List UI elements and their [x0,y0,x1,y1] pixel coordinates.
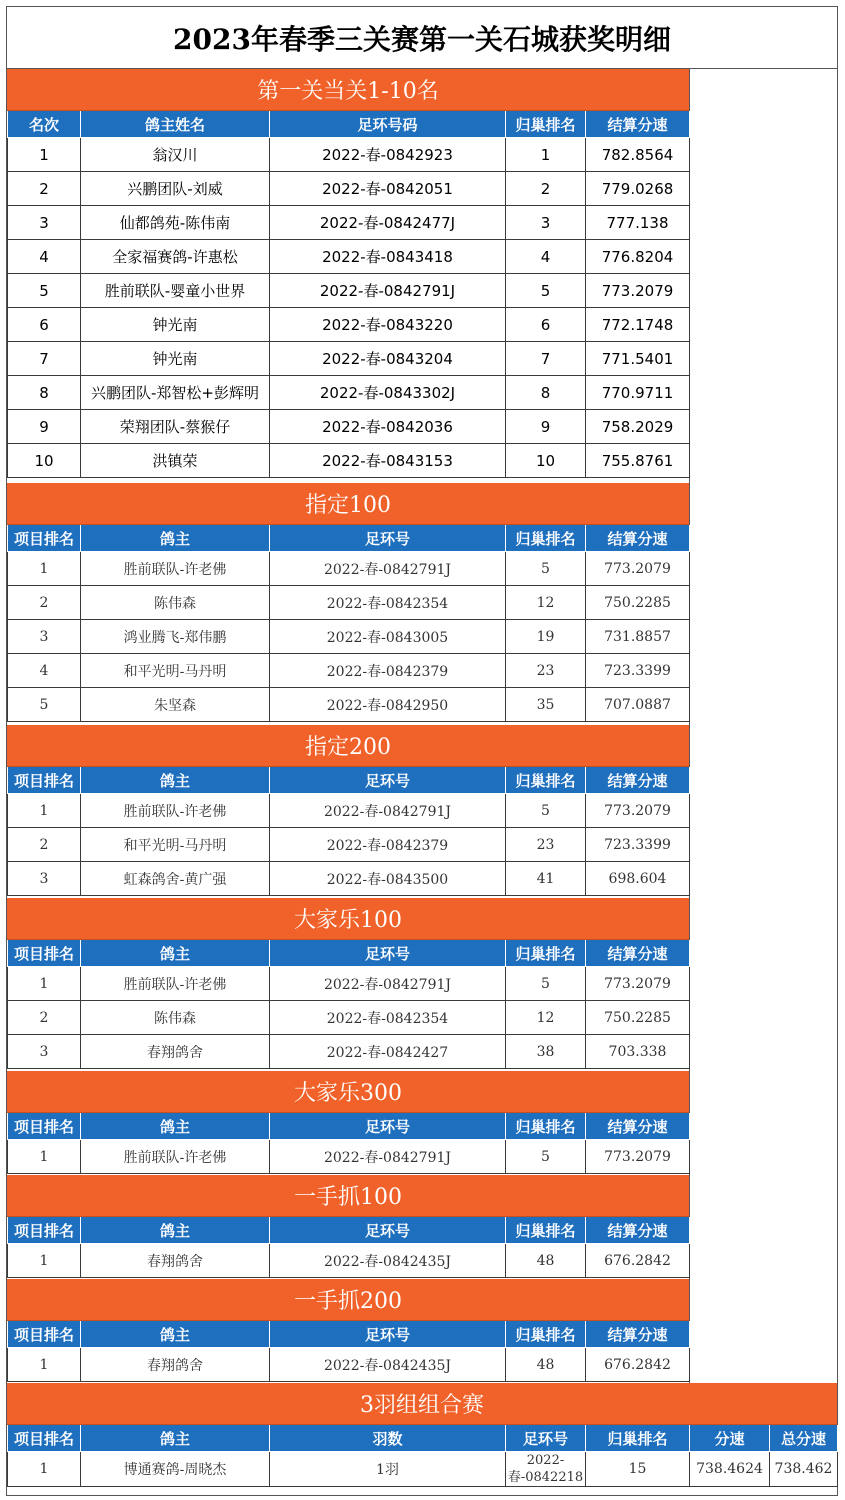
section-3-bird-combo [7,1383,837,1487]
table-row [8,552,690,586]
table-row [8,1452,838,1487]
homing-rank-cell: 35 [506,688,586,722]
homing-rank-cell: 8 [506,376,586,410]
speed-cell: 723.3399 [586,828,690,862]
table-row [8,274,690,308]
owner-cell: 胜前联队-许老佛 [81,967,270,1001]
column-header: 鸽主 [81,1217,270,1244]
section-heading: 一手抓200 [7,1279,689,1321]
rank-cell: 1 [8,138,81,172]
speed-cell: 676.2842 [586,1244,690,1278]
column-header: 总分速 [770,1425,838,1452]
column-header: 鸽主 [81,1425,270,1452]
ring-number-cell: 2022-春-0842427 [270,1035,506,1069]
rank-cell: 3 [8,206,81,240]
column-header: 项目排名 [8,767,81,794]
column-header: 足环号 [506,1425,586,1452]
table-row [8,240,690,274]
speed-cell: 707.0887 [586,688,690,722]
results-table [7,525,690,722]
section-heading: 指定100 [7,483,689,525]
ring-number-cell: 2022-春-0843005 [270,620,506,654]
table-row [8,410,690,444]
table-row [8,444,690,478]
column-header: 归巢排名 [586,1425,690,1452]
owner-cell: 春翔鸽舍 [81,1035,270,1069]
ring-number-cell: 2022-春-0843418 [270,240,506,274]
rank-cell: 6 [8,308,81,342]
table-header [8,525,690,552]
column-header: 鸽主姓名 [81,111,270,138]
homing-rank-cell: 23 [506,828,586,862]
table-row [8,1001,690,1035]
column-header: 结算分速 [586,1217,690,1244]
table-row [8,138,690,172]
owner-cell: 仙都鸽苑-陈伟南 [81,206,270,240]
table-row [8,308,690,342]
homing-rank-cell: 12 [506,586,586,620]
column-header: 归巢排名 [506,525,586,552]
rank-cell: 10 [8,444,81,478]
owner-cell: 全家福赛鸽-许惠松 [81,240,270,274]
rank-cell: 5 [8,274,81,308]
ring-number-cell: 2022-春-0842791J [270,794,506,828]
owner-cell: 春翔鸽舍 [81,1244,270,1278]
ring-number-cell: 2022-春-0842791J [270,967,506,1001]
column-header: 项目排名 [8,1425,81,1452]
owner-cell: 春翔鸽舍 [81,1348,270,1382]
ring-number-cell: 2022-春-0842791J [270,552,506,586]
column-header: 结算分速 [586,1321,690,1348]
homing-rank-cell: 9 [506,410,586,444]
column-header: 足环号 [270,940,506,967]
homing-rank-cell: 12 [506,1001,586,1035]
rank-cell: 1 [8,1452,81,1487]
owner-cell: 胜前联队-婴童小世界 [81,274,270,308]
ring-number-cell: 2022-春-0842379 [270,828,506,862]
column-header: 归巢排名 [506,1321,586,1348]
table-row [8,862,690,896]
column-header: 鸽主 [81,1113,270,1140]
rank-cell: 1 [8,967,81,1001]
table-row [8,828,690,862]
homing-rank-cell: 1 [506,138,586,172]
section-designated-200 [7,725,689,896]
column-header: 名次 [8,111,81,138]
results-table [7,1321,690,1382]
homing-rank-cell: 23 [506,654,586,688]
owner-cell: 荣翔团队-蔡猴仔 [81,410,270,444]
owner-cell: 翁汉川 [81,138,270,172]
owner-cell: 朱坚森 [81,688,270,722]
owner-cell: 虹森鸽舍-黄广强 [81,862,270,896]
ring-number-cell: 2022-春-0843500 [270,862,506,896]
column-header: 结算分速 [586,525,690,552]
results-table [7,1113,690,1174]
column-header: 分速 [690,1425,770,1452]
speed-cell: 782.8564 [586,138,690,172]
rank-cell: 5 [8,688,81,722]
table-row [8,172,690,206]
column-header: 足环号 [270,1321,506,1348]
rank-cell: 3 [8,862,81,896]
owner-cell: 博通赛鸽-周晓杰 [81,1452,270,1487]
owner-cell: 胜前联队-许老佛 [81,1140,270,1174]
results-table [7,1425,838,1487]
total-speed-cell: 738.462 [770,1452,838,1487]
speed-cell: 723.3399 [586,654,690,688]
ring-number-cell: 2022-春-0842051 [270,172,506,206]
rank-cell: 8 [8,376,81,410]
speed-cell: 773.2079 [586,794,690,828]
table-row [8,688,690,722]
ring-number-cell: 2022-春-0843302J [270,376,506,410]
ring-number-cell: 2022-春-0843204 [270,342,506,376]
ring-number-cell: 2022-春-0842036 [270,410,506,444]
homing-rank-cell: 3 [506,206,586,240]
owner-cell: 和平光明-马丹明 [81,828,270,862]
table-row [8,342,690,376]
rank-cell: 2 [8,586,81,620]
rank-cell: 3 [8,1035,81,1069]
rank-cell: 4 [8,240,81,274]
column-header: 项目排名 [8,1321,81,1348]
section-dajiale-300 [7,1071,689,1174]
ring-number-cell: 2022-春-0842218 [506,1452,586,1487]
column-header: 鸽主 [81,1321,270,1348]
rank-cell: 7 [8,342,81,376]
owner-cell: 胜前联队-许老佛 [81,552,270,586]
speed-cell: 770.9711 [586,376,690,410]
owner-cell: 兴鹏团队-郑智松+彭辉明 [81,376,270,410]
homing-rank-cell: 5 [506,967,586,1001]
rank-cell: 1 [8,552,81,586]
speed-cell: 698.604 [586,862,690,896]
owner-cell: 钟光南 [81,308,270,342]
results-table [7,111,690,478]
table-header [8,1425,838,1452]
rank-cell: 1 [8,1140,81,1174]
owner-cell: 洪镇荣 [81,444,270,478]
homing-rank-cell: 5 [506,552,586,586]
homing-rank-cell: 41 [506,862,586,896]
column-header: 鸽主 [81,525,270,552]
speed-cell: 738.4624 [690,1452,770,1487]
table-row [8,376,690,410]
homing-rank-cell: 19 [506,620,586,654]
section-heading: 一手抓100 [7,1175,689,1217]
homing-rank-cell: 48 [506,1348,586,1382]
section-heading: 大家乐100 [7,898,689,940]
ring-number-cell: 2022-春-0842477J [270,206,506,240]
speed-cell: 773.2079 [586,274,690,308]
section-heading: 指定200 [7,725,689,767]
rank-cell: 1 [8,1244,81,1278]
column-header: 归巢排名 [506,1217,586,1244]
speed-cell: 773.2079 [586,967,690,1001]
column-header: 足环号码 [270,111,506,138]
ring-number-cell: 2022-春-0842791J [270,1140,506,1174]
speed-cell: 773.2079 [586,1140,690,1174]
speed-cell: 779.0268 [586,172,690,206]
table-row [8,1244,690,1278]
ring-number-cell: 2022-春-0842950 [270,688,506,722]
table-row [8,1348,690,1382]
column-header: 足环号 [270,525,506,552]
column-header: 项目排名 [8,525,81,552]
section-heading: 大家乐300 [7,1071,689,1113]
homing-rank-cell: 5 [506,1140,586,1174]
table-header [8,111,690,138]
section-designated-100 [7,483,689,722]
section-heading: 第一关当关1-10名 [7,69,689,111]
table-header [8,1321,690,1348]
homing-rank-cell: 5 [506,794,586,828]
ring-number-cell: 2022-春-0843220 [270,308,506,342]
rank-cell: 1 [8,1348,81,1382]
results-table [7,940,690,1069]
column-header: 鸽主 [81,940,270,967]
table-header [8,1113,690,1140]
table-row [8,586,690,620]
column-header: 足环号 [270,767,506,794]
ring-number-cell: 2022-春-0842435J [270,1244,506,1278]
table-row [8,620,690,654]
column-header: 归巢排名 [506,1113,586,1140]
ring-number-cell: 2022-春-0842379 [270,654,506,688]
section-heading: 3羽组组合赛 [7,1383,837,1425]
speed-cell: 776.8204 [586,240,690,274]
column-header: 结算分速 [586,767,690,794]
rank-cell: 2 [8,172,81,206]
owner-cell: 兴鹏团队-刘威 [81,172,270,206]
column-header: 鸽主 [81,767,270,794]
homing-rank-cell: 7 [506,342,586,376]
table-header [8,1217,690,1244]
column-header: 足环号 [270,1113,506,1140]
column-header: 羽数 [270,1425,506,1452]
rank-cell: 1 [8,794,81,828]
homing-rank-cell: 48 [506,1244,586,1278]
rank-cell: 2 [8,1001,81,1035]
rank-cell: 9 [8,410,81,444]
homing-rank-cell: 2 [506,172,586,206]
ring-number-cell: 2022-春-0842354 [270,586,506,620]
speed-cell: 750.2285 [586,1001,690,1035]
speed-cell: 750.2285 [586,586,690,620]
speed-cell: 772.1748 [586,308,690,342]
table-header [8,767,690,794]
section-first-stage-top10 [7,69,689,478]
owner-cell: 钟光南 [81,342,270,376]
table-row [8,1035,690,1069]
owner-cell: 陈伟森 [81,586,270,620]
column-header: 项目排名 [8,1217,81,1244]
section-yishouzhua-200 [7,1279,689,1382]
table-header [8,940,690,967]
ring-number-cell: 2022-春-0842791J [270,274,506,308]
speed-cell: 676.2842 [586,1348,690,1382]
owner-cell: 陈伟森 [81,1001,270,1035]
column-header: 结算分速 [586,940,690,967]
column-header: 项目排名 [8,1113,81,1140]
speed-cell: 703.338 [586,1035,690,1069]
table-row [8,206,690,240]
page-title: 2023年春季三关赛第一关石城获奖明细 [7,7,837,69]
results-table [7,1217,690,1278]
column-header: 结算分速 [586,111,690,138]
ring-number-cell: 2022-春-0842435J [270,1348,506,1382]
speed-cell: 755.8761 [586,444,690,478]
column-header: 归巢排名 [506,940,586,967]
column-header: 足环号 [270,1217,506,1244]
homing-rank-cell: 4 [506,240,586,274]
column-header: 归巢排名 [506,111,586,138]
homing-rank-cell: 6 [506,308,586,342]
column-header: 归巢排名 [506,767,586,794]
section-yishouzhua-100 [7,1175,689,1278]
rank-cell: 4 [8,654,81,688]
homing-rank-cell: 5 [506,274,586,308]
rank-cell: 3 [8,620,81,654]
results-table [7,767,690,896]
ring-number-cell: 2022-春-0842923 [270,138,506,172]
table-row [8,1140,690,1174]
table-row [8,967,690,1001]
homing-rank-cell: 15 [586,1452,690,1487]
owner-cell: 和平光明-马丹明 [81,654,270,688]
table-row [8,794,690,828]
ring-number-cell: 2022-春-0842354 [270,1001,506,1035]
owner-cell: 胜前联队-许老佛 [81,794,270,828]
section-dajiale-100 [7,898,689,1069]
column-header: 结算分速 [586,1113,690,1140]
speed-cell: 777.138 [586,206,690,240]
ring-number-cell: 2022-春-0843153 [270,444,506,478]
speed-cell: 731.8857 [586,620,690,654]
homing-rank-cell: 38 [506,1035,586,1069]
speed-cell: 758.2029 [586,410,690,444]
homing-rank-cell: 10 [506,444,586,478]
column-header: 项目排名 [8,940,81,967]
bird-count-cell: 1羽 [270,1452,506,1487]
speed-cell: 771.5401 [586,342,690,376]
rank-cell: 2 [8,828,81,862]
table-row [8,654,690,688]
speed-cell: 773.2079 [586,552,690,586]
owner-cell: 鸿业腾飞-郑伟鹏 [81,620,270,654]
